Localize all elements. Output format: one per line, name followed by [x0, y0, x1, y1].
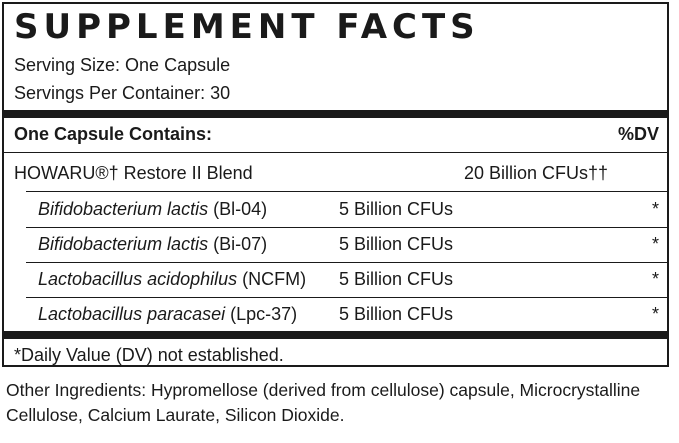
strain-name — [38, 268, 306, 290]
thick-divider — [4, 110, 667, 118]
divider — [26, 227, 667, 228]
servings-per-container: Servings Per Container: 30 — [14, 83, 231, 103]
strain-amount: 5 Billion CFUs — [339, 199, 454, 219]
strain-dv: * — [651, 199, 659, 219]
panel-title: SUPPLEMENT FACTS — [14, 7, 480, 47]
strain-amount: 5 Billion CFUs — [339, 234, 454, 254]
daily-value-footnote: *Daily Value (DV) not established. — [14, 345, 284, 365]
serving-size: Serving Size: One Capsule — [14, 55, 231, 75]
contains-header: One Capsule Contains: — [14, 124, 213, 144]
species-name: Lactobacillus acidophilus — [38, 269, 238, 289]
strain-code: (Bi-07) — [208, 234, 268, 254]
strain-amount: 5 Billion CFUs — [339, 269, 454, 289]
thick-divider — [4, 331, 667, 339]
divider — [26, 297, 667, 298]
divider — [26, 191, 667, 192]
species-name: Bifidobacterium lactis — [38, 199, 209, 219]
dv-header: %DV — [617, 124, 659, 144]
other-ingredients: Other Ingredients: Hypromellose (derived from cellulose) capsule, Microcrystalline Cellulose, Calcium Laurate, Silicon Dioxide. — [6, 380, 641, 425]
species-name: Bifidobacterium lactis — [38, 234, 209, 254]
strain-name — [38, 198, 267, 220]
strain-code: (Lpc-37) — [225, 304, 298, 324]
supplement-facts-panel — [2, 2, 669, 367]
divider — [26, 262, 667, 263]
strain-amount: 5 Billion CFUs — [339, 304, 454, 324]
species-name: Lactobacillus paracasei — [38, 304, 226, 324]
blend-name: HOWARU®† Restore II Blend — [14, 163, 253, 183]
strain-code: (Bl-04) — [208, 199, 268, 219]
strain-dv: * — [651, 234, 659, 254]
strain-dv: * — [651, 269, 659, 289]
strain-name — [38, 233, 267, 255]
divider — [4, 152, 667, 153]
blend-amount: 20 Billion CFUs†† — [464, 163, 609, 183]
strain-name — [38, 303, 297, 325]
strain-dv: * — [651, 304, 659, 324]
strain-code: (NCFM) — [237, 269, 307, 289]
